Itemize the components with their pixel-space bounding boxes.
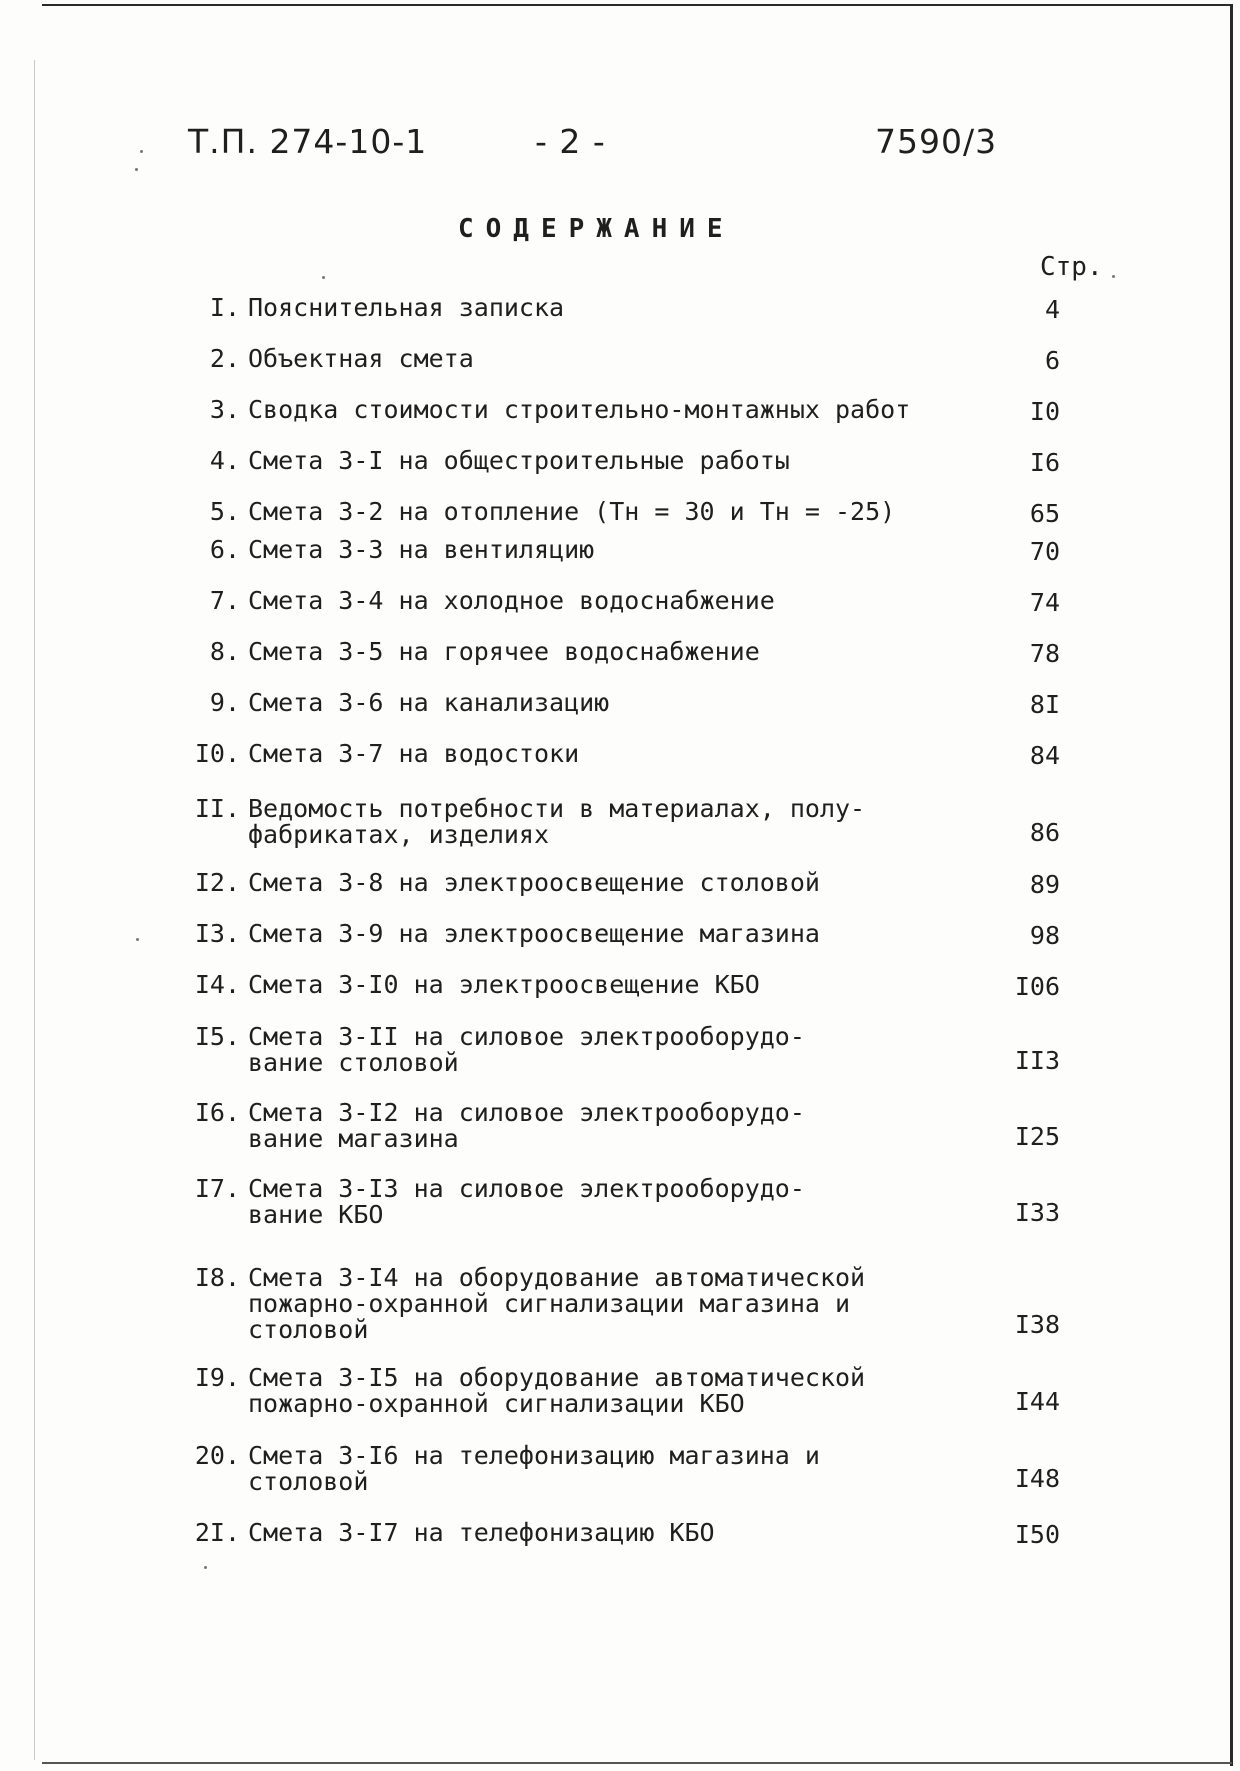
toc-item-title: Смета 3-II на силовое электрооборудо- вание столовой — [248, 1022, 805, 1077]
toc-item — [194, 1263, 866, 1344]
toc-item-title: Ведомость потребности в материалах, полу- фабрикатах, изделиях — [248, 794, 866, 849]
toc-item-number: 9. — [209, 688, 240, 717]
page-border-left — [34, 60, 35, 1760]
toc-item-number: I4. — [194, 970, 240, 999]
toc-item-number: I. — [209, 293, 240, 322]
toc-item-page: 78 — [1029, 639, 1060, 668]
toc-item-title: Смета 3-I на общестроительные работы — [248, 446, 790, 475]
toc-item-title: Объектная смета — [248, 344, 474, 373]
toc-item — [194, 1174, 805, 1229]
scan-speck — [1112, 275, 1115, 278]
toc-item-page: I06 — [1014, 972, 1060, 1001]
toc-item-number: 5. — [209, 497, 240, 526]
toc-item — [209, 586, 775, 615]
scan-speck — [136, 938, 139, 941]
toc-item-page: 70 — [1029, 537, 1060, 566]
toc-item-page: 98 — [1029, 921, 1060, 950]
document-code: Т.П. 274-10-1 — [188, 122, 428, 161]
scan-speck — [204, 1566, 207, 1569]
registration-number: 7590/3 — [875, 122, 998, 161]
toc-item-number: II. — [194, 794, 240, 823]
scan-speck — [322, 276, 325, 279]
toc-item-title: Смета 3-I5 на оборудование автоматической пожарно-охранной сигнализации КБО — [248, 1363, 866, 1418]
toc-item-number: 7. — [209, 586, 240, 615]
toc-item — [209, 688, 610, 717]
toc-item-page: 65 — [1029, 499, 1060, 528]
page-border-bottom — [42, 1762, 1232, 1764]
toc-item-number: I7. — [194, 1174, 240, 1203]
toc-item-title: Смета 3-I3 на силовое электрооборудо- вание КБО — [248, 1174, 805, 1229]
toc-item — [194, 1098, 805, 1153]
toc-item — [194, 1518, 715, 1547]
toc-item-title: Сводка стоимости строительно-монтажных работ — [248, 395, 911, 424]
toc-item-page: 6 — [1044, 346, 1060, 375]
toc-item-page: 86 — [1029, 818, 1060, 847]
page-border-right — [1230, 4, 1233, 1766]
toc-item — [209, 344, 474, 373]
toc-item-title: Смета 3-3 на вентиляцию — [248, 535, 595, 564]
toc-item-number: I6. — [194, 1098, 240, 1127]
toc-item-number: 2. — [209, 344, 240, 373]
toc-item — [209, 535, 595, 564]
page-border-top — [42, 4, 1232, 6]
toc-item-number: 3. — [209, 395, 240, 424]
toc-item-page: II3 — [1014, 1046, 1060, 1075]
toc-item-title: Смета 3-I2 на силовое электрооборудо- вание магазина — [248, 1098, 805, 1153]
toc-item — [194, 1363, 866, 1418]
toc-item — [194, 1022, 805, 1077]
toc-item-number: I8. — [194, 1263, 240, 1292]
toc-item — [194, 868, 820, 897]
toc-item-page: I44 — [1014, 1387, 1060, 1416]
toc-item-title: Смета 3-5 на горячее водоснабжение — [248, 637, 760, 666]
toc-item-page: I38 — [1014, 1310, 1060, 1339]
toc-item-title: Смета 3-I7 на телефонизацию КБО — [248, 1518, 715, 1547]
toc-item-number: 2I. — [194, 1518, 240, 1547]
toc-item — [209, 293, 565, 322]
toc-item — [194, 1441, 820, 1496]
toc-item — [194, 919, 820, 948]
toc-item-page: 4 — [1044, 295, 1060, 324]
toc-item-page: I0 — [1029, 397, 1060, 426]
toc-item-number: 4. — [209, 446, 240, 475]
toc-item-number: I3. — [194, 919, 240, 948]
toc-item-page: I6 — [1029, 448, 1060, 477]
toc-item-page: 89 — [1029, 870, 1060, 899]
toc-item-title: Смета 3-I4 на оборудование автоматической пожарно-охранной сигнализации магазина и столовой — [248, 1263, 866, 1344]
toc-item-title: Смета 3-9 на электроосвещение магазина — [248, 919, 820, 948]
toc-item-number: I5. — [194, 1022, 240, 1051]
toc-item — [209, 637, 760, 666]
page-title: СОДЕРЖАНИЕ — [458, 214, 735, 244]
toc-item — [194, 794, 866, 849]
toc-item-title: Смета 3-2 на отопление (Тн = 30 и Тн = -25) — [248, 497, 896, 526]
toc-item-page: I50 — [1014, 1520, 1060, 1549]
toc-item-page: 8I — [1029, 690, 1060, 719]
toc-item-title: Смета 3-8 на электроосвещение столовой — [248, 868, 820, 897]
toc-item-number: I9. — [194, 1363, 240, 1392]
toc-item-title: Смета 3-7 на водостоки — [248, 739, 580, 768]
toc-item-number: 20. — [194, 1441, 240, 1470]
page-column-header: Стр. — [1040, 252, 1103, 282]
toc-item — [209, 497, 896, 526]
toc-item-title: Смета 3-I6 на телефонизацию магазина и столовой — [248, 1441, 820, 1496]
toc-item-page: 74 — [1029, 588, 1060, 617]
toc-item — [209, 446, 790, 475]
page-number: - 2 - — [535, 122, 606, 161]
toc-item — [194, 970, 760, 999]
scan-speck — [135, 168, 138, 171]
toc-item-page: I33 — [1014, 1198, 1060, 1227]
toc-item-page: 84 — [1029, 741, 1060, 770]
toc-item-number: I0. — [194, 739, 240, 768]
scan-speck — [140, 150, 143, 153]
toc-item-number: 8. — [209, 637, 240, 666]
toc-item-number: 6. — [209, 535, 240, 564]
toc-item-title: Смета 3-4 на холодное водоснабжение — [248, 586, 775, 615]
toc-item-number: I2. — [194, 868, 240, 897]
toc-item-title: Смета 3-6 на канализацию — [248, 688, 610, 717]
toc-item-page: I25 — [1014, 1122, 1060, 1151]
toc-item — [194, 739, 580, 768]
toc-item-title: Пояснительная записка — [248, 293, 565, 322]
toc-item-page: I48 — [1014, 1464, 1060, 1493]
toc-item — [209, 395, 911, 424]
toc-item-title: Смета 3-I0 на электроосвещение КБО — [248, 970, 760, 999]
